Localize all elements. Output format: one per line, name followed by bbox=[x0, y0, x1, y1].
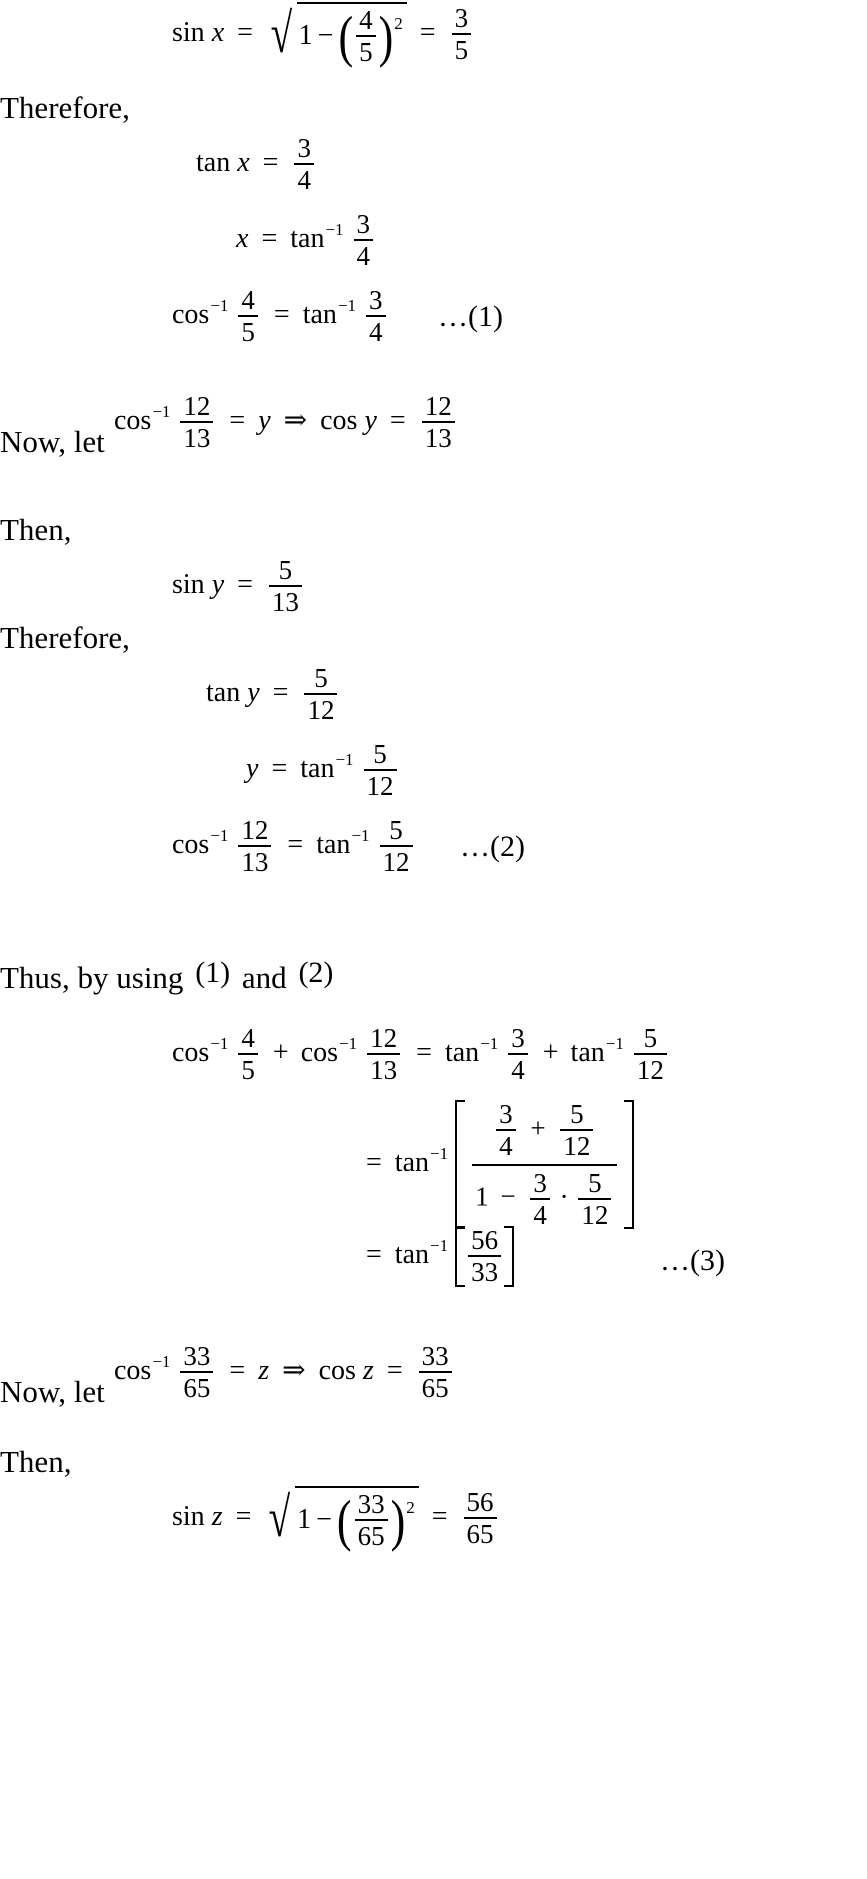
text-then-1: Then, bbox=[0, 512, 72, 547]
tan-symbol: tan bbox=[206, 676, 241, 708]
fraction-3-5: $\frac{3}{5}$ bbox=[452, 4, 472, 65]
plus: + bbox=[542, 1036, 559, 1068]
plus: + bbox=[530, 1112, 546, 1143]
var-z: z bbox=[211, 1500, 223, 1532]
equals: = bbox=[287, 828, 304, 860]
sqrt-body bbox=[297, 2, 407, 67]
cos-symbol: cos bbox=[172, 1036, 210, 1068]
equation-1 bbox=[172, 286, 389, 347]
tan-symbol: tan bbox=[302, 298, 337, 330]
rparen: ) bbox=[378, 4, 394, 69]
minus: − bbox=[317, 20, 334, 52]
tan-symbol: tan bbox=[290, 222, 325, 254]
inverse-exponent: −1 bbox=[152, 401, 171, 421]
var-y: y bbox=[211, 568, 225, 600]
equals: = bbox=[229, 1354, 246, 1386]
equation-2 bbox=[172, 816, 416, 877]
sqrt-symbol: √ bbox=[270, 3, 293, 66]
left-bracket bbox=[455, 1100, 465, 1229]
equals: = bbox=[416, 1036, 432, 1068]
equals: = bbox=[237, 568, 253, 600]
fraction-5-12: $\frac{5}{12}$ bbox=[304, 664, 337, 725]
fraction-3-4: $\frac{3}{4}$ bbox=[496, 1100, 516, 1161]
tan-symbol: tan bbox=[394, 1147, 430, 1179]
fraction-12-13: $\frac{12}{13}$ bbox=[422, 392, 455, 453]
inverse-exponent: −1 bbox=[210, 295, 229, 315]
tag-1: …(1) bbox=[438, 300, 503, 333]
var-y: y bbox=[247, 676, 260, 708]
equals: = bbox=[262, 146, 279, 178]
fraction-5-12: $\frac{5}{12}$ bbox=[634, 1024, 667, 1085]
cos-symbol: cos bbox=[172, 298, 210, 330]
square-bracket-group bbox=[455, 1100, 634, 1229]
left-bracket bbox=[455, 1226, 465, 1287]
right-bracket bbox=[624, 1100, 634, 1229]
equation-sin-x bbox=[172, 2, 474, 67]
fraction-3-4: $\frac{3}{4}$ bbox=[508, 1024, 528, 1085]
tan-symbol: tan bbox=[570, 1036, 605, 1068]
inverse-exponent: −1 bbox=[351, 825, 370, 845]
inverse-exponent: −1 bbox=[339, 1033, 358, 1053]
equals: = bbox=[366, 1238, 382, 1270]
equals: = bbox=[272, 676, 289, 708]
equation-3 bbox=[366, 1226, 514, 1287]
sqrt-body bbox=[295, 1486, 419, 1551]
equals: = bbox=[366, 1147, 382, 1179]
fraction-5-12: $\frac{5}{12}$ bbox=[364, 740, 397, 801]
implies-arrow: ⇒ bbox=[282, 1354, 306, 1386]
equation-sin-y bbox=[172, 556, 305, 617]
inverse-exponent: −1 bbox=[337, 295, 357, 315]
tag-2: …(2) bbox=[460, 830, 525, 863]
fraction-3-4: $\frac{3}{4}$ bbox=[354, 210, 374, 271]
fraction-4-5: $\frac{4}{5}$ bbox=[356, 6, 376, 67]
equals: = bbox=[273, 298, 290, 330]
equals: = bbox=[419, 16, 436, 48]
text-therefore-1: Therefore, bbox=[0, 90, 130, 125]
text-and: and bbox=[241, 960, 287, 995]
compound-numerator bbox=[490, 1100, 599, 1164]
fraction-5-12: $\frac{5}{12}$ bbox=[380, 816, 413, 877]
sqrt-symbol: √ bbox=[269, 1487, 291, 1550]
sin-symbol: sin bbox=[172, 568, 205, 600]
rparen: ) bbox=[390, 1488, 406, 1553]
fraction-5-13: $\frac{5}{13}$ bbox=[269, 556, 302, 617]
fraction-33-65: $\frac{33}{65}$ bbox=[419, 1342, 452, 1403]
var-x: x bbox=[237, 146, 250, 178]
equation-tan-addition bbox=[366, 1100, 634, 1229]
implies-arrow: ⇒ bbox=[283, 404, 308, 436]
ref-1: (1) bbox=[195, 956, 231, 989]
inverse-exponent: −1 bbox=[430, 1144, 449, 1164]
fraction-33-65: $\frac{33}{65}$ bbox=[355, 1490, 388, 1551]
fraction-12-13: $\frac{12}{13}$ bbox=[238, 816, 271, 877]
equation-x-arctan bbox=[236, 210, 376, 271]
fraction-56-65: $\frac{56}{65}$ bbox=[464, 1488, 497, 1549]
equals: = bbox=[389, 404, 406, 436]
equation-sum bbox=[172, 1024, 670, 1085]
tag-3: …(3) bbox=[660, 1244, 725, 1277]
fraction-4-5: $\frac{4}{5}$ bbox=[238, 1024, 258, 1085]
inverse-exponent: −1 bbox=[605, 1033, 624, 1053]
tan-symbol: tan bbox=[394, 1238, 430, 1270]
text-now-let-2: Now, let bbox=[0, 1374, 105, 1409]
tan-symbol: tan bbox=[300, 752, 335, 784]
tan-symbol: tan bbox=[196, 146, 231, 178]
text-thus-by-using: Thus, by using bbox=[0, 960, 184, 995]
var-z: z bbox=[362, 1354, 374, 1386]
fraction-3-4: $\frac{3}{4}$ bbox=[530, 1169, 550, 1230]
minus: − bbox=[316, 1504, 332, 1536]
var-y: y bbox=[364, 404, 377, 436]
fraction-33-65: $\frac{33}{65}$ bbox=[180, 1342, 213, 1403]
inverse-exponent: −1 bbox=[335, 749, 354, 769]
lparen: ( bbox=[336, 1488, 352, 1553]
text-therefore-2: Therefore, bbox=[0, 620, 130, 655]
fraction-5-12: $\frac{5}{12}$ bbox=[560, 1100, 593, 1161]
square-bracket-group bbox=[455, 1226, 514, 1287]
equation-tan-x bbox=[196, 134, 317, 195]
var-y: y bbox=[258, 404, 271, 436]
cos-symbol: cos bbox=[300, 1036, 339, 1068]
sin-symbol: sin bbox=[172, 16, 205, 48]
cos-symbol: cos bbox=[320, 404, 358, 436]
fraction-3-4: $\frac{3}{4}$ bbox=[366, 286, 386, 347]
equation-tan-y bbox=[206, 664, 340, 725]
equation-let-y bbox=[114, 392, 458, 453]
fraction-5-12: $\frac{5}{12}$ bbox=[578, 1169, 611, 1230]
one: 1 bbox=[475, 1181, 489, 1212]
equals: = bbox=[431, 1500, 448, 1532]
exponent-2: 2 bbox=[394, 14, 403, 34]
fraction-3-4: $\frac{3}{4}$ bbox=[294, 134, 314, 195]
text-then-2: Then, bbox=[0, 1444, 72, 1479]
text-thus bbox=[0, 956, 334, 996]
sin-symbol: sin bbox=[172, 1500, 205, 1532]
var-x: x bbox=[236, 222, 249, 254]
inverse-exponent: −1 bbox=[325, 219, 344, 239]
minus: − bbox=[500, 1181, 516, 1212]
var-x: x bbox=[211, 16, 225, 48]
multiply-dot: · bbox=[559, 1181, 569, 1212]
ref-2: (2) bbox=[298, 956, 334, 989]
one: 1 bbox=[298, 20, 313, 52]
equals: = bbox=[271, 752, 288, 784]
cos-symbol: cos bbox=[172, 828, 210, 860]
equals: = bbox=[237, 16, 253, 48]
compound-fraction bbox=[472, 1100, 617, 1229]
fraction-56-33: $\frac{56}{33}$ bbox=[468, 1226, 501, 1287]
exponent-2: 2 bbox=[406, 1498, 415, 1518]
one: 1 bbox=[297, 1504, 312, 1536]
equation-y-arctan bbox=[246, 740, 400, 801]
equals: = bbox=[229, 404, 246, 436]
right-bracket bbox=[504, 1226, 514, 1287]
equation-let-z bbox=[114, 1342, 455, 1403]
inverse-exponent: −1 bbox=[210, 825, 229, 845]
var-z: z bbox=[258, 1354, 270, 1386]
inverse-exponent: −1 bbox=[152, 1351, 171, 1371]
equals: = bbox=[235, 1500, 252, 1532]
inverse-exponent: −1 bbox=[210, 1033, 229, 1053]
cos-symbol: cos bbox=[114, 404, 152, 436]
fraction-12-13: $\frac{12}{13}$ bbox=[367, 1024, 400, 1085]
lparen: ( bbox=[338, 4, 354, 69]
equals: = bbox=[386, 1354, 403, 1386]
cos-symbol: cos bbox=[114, 1354, 152, 1386]
plus: + bbox=[272, 1036, 289, 1068]
compound-denominator bbox=[472, 1164, 617, 1230]
equals: = bbox=[261, 222, 278, 254]
var-y: y bbox=[246, 752, 259, 784]
inverse-exponent: −1 bbox=[480, 1033, 499, 1053]
cos-symbol: cos bbox=[318, 1354, 356, 1386]
text-now-let-1: Now, let bbox=[0, 424, 105, 459]
fraction-12-13: $\frac{12}{13}$ bbox=[180, 392, 213, 453]
inverse-exponent: −1 bbox=[430, 1235, 449, 1255]
tan-symbol: tan bbox=[444, 1036, 480, 1068]
tan-symbol: tan bbox=[316, 828, 351, 860]
fraction-4-5: $\frac{4}{5}$ bbox=[238, 286, 258, 347]
equation-sin-z bbox=[172, 1486, 500, 1551]
